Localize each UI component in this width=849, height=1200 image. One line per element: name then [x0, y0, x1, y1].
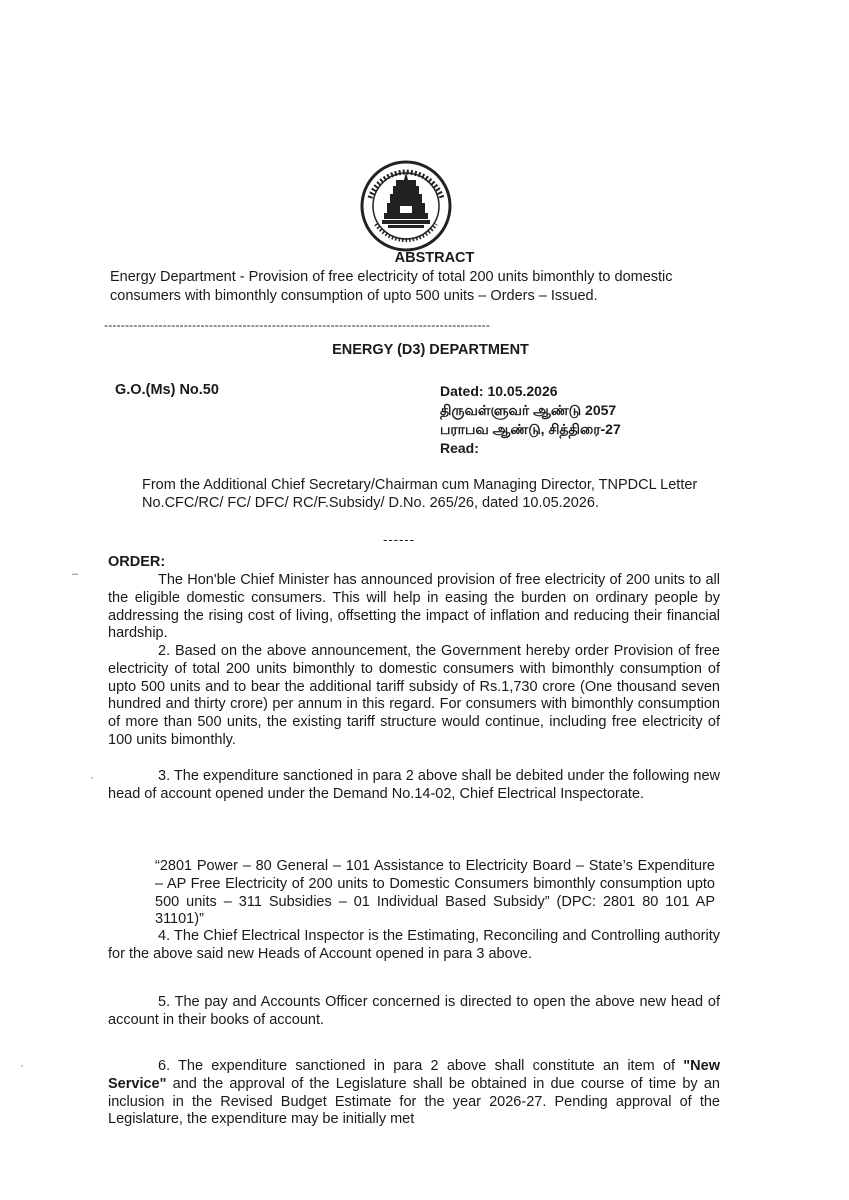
- tamil-month: பராபவ ஆண்டு, சித்திரை-27: [440, 421, 621, 437]
- abstract-subject: Energy Department - Provision of free electricity of total 200 units bimonthly to domestic consumers with bimonthly consumption of upto 500 units – Orders – Issued.: [110, 269, 673, 304]
- department-title: ENERGY (D3) DEPARTMENT: [332, 342, 529, 358]
- dated-label: Dated: 10.05.2026: [440, 383, 558, 399]
- short-separator: ------: [383, 532, 415, 547]
- paragraph-6-start: 6. The expenditure sanctioned in para 2 above shall constitute an item of: [158, 1058, 684, 1074]
- paragraph-6-rest: and the approval of the Legislature shall be obtained in due course of time by an inclusion in the Revised Budget Estimate for the year 2026-27. Pending approval of the Legislature, the expenditure may be initially met: [108, 1075, 720, 1128]
- order-paragraph-2: 2. Based on the above announcement, the Government hereby order Provision of free electricity of total 200 units bimonthly to domestic consumers with bimonthly consumption of upto 500 units and to bear the additional tariff subsidy of Rs.1,730 crore (One thousand seven hundred and thirty crore) per annum in this regard. For consumers with bimonthly consumption of more than 500 units, the existing tariff structure would continue, including free electricity of 100 units bimonthly.: [108, 643, 720, 748]
- scan-mark: ·: [90, 772, 94, 784]
- tamil-nadu-emblem-icon: [358, 158, 454, 254]
- abstract-title: ABSTRACT: [394, 250, 475, 266]
- order-paragraph-5: 5. The pay and Accounts Officer concerned is directed to open the above new head of account in their books of account.: [108, 994, 720, 1028]
- head-of-account-quote: “2801 Power – 80 General – 101 Assistance to Electricity Board – State’s Expenditure – AP Free Electricity of 200 units to Domestic Consumers bimonthly consumption upto 500 units – 311 Subsidies – 01 Individual Based Subsidy” (DPC: 2801 80 101 AP 31101)”: [155, 858, 715, 928]
- read-reference: From the Additional Chief Secretary/Chairman cum Managing Director, TNPDCL Letter No.CFC/RC/ FC/ DFC/ RC/F.Subsidy/ D.No. 265/26, dated 10.05.2026.: [142, 477, 698, 511]
- order-heading: ORDER:: [108, 554, 166, 570]
- go-number: G.O.(Ms) No.50: [115, 382, 219, 398]
- order-paragraph-3: 3. The expenditure sanctioned in para 2 above shall be debited under the following new head of account opened under the Demand No.14-02, Chief Electrical Inspectorate.: [108, 768, 720, 802]
- separator-line: --------------------------------------------------------------------------------------------: [104, 318, 491, 332]
- order-paragraph-1: The Hon'ble Chief Minister has announced provision of free electricity of 200 units to all the eligible domestic consumers. This will help in easing the burden on ordinary people by addressing the rising cost of living, offsetting the impact of inflation and reducing their financial hardship.: [108, 572, 720, 642]
- scan-mark: ·: [20, 1060, 24, 1072]
- tamil-year: திருவள்ளுவர் ஆண்டு 2057: [440, 402, 617, 418]
- order-paragraph-4: 4. The Chief Electrical Inspector is the Estimating, Reconciling and Controlling authority for the above said new Heads of Account opened in para 3 above.: [108, 928, 720, 962]
- new-service-term: "New Service": [108, 1058, 720, 1092]
- read-label: Read:: [440, 440, 479, 456]
- scan-mark: –: [72, 568, 79, 580]
- dated-block: [440, 382, 621, 458]
- order-paragraph-6: [108, 1058, 720, 1129]
